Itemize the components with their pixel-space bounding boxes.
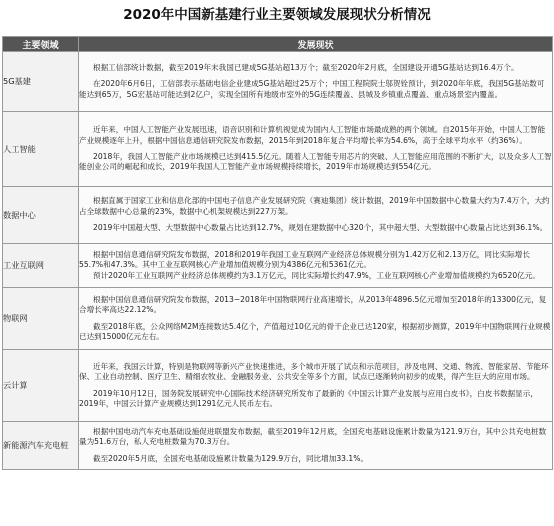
paragraph: 根据中国电动汽车充电基础设施促进联盟发布数据，截至2019年12月底，全国充电基础设施累计数量为121.9万台，其中公共充电桩数量为51.6万台，私人充电桩数量为70.3万台。 (79, 426, 547, 447)
row-content-cloud (79, 350, 553, 422)
row-label-5g: 5G基建 (3, 52, 79, 112)
row-content-5g (79, 52, 553, 112)
header-status: 发展现状 (79, 37, 553, 52)
paragraph: 根据中国信息通信研究院发布数据，2018和2019年我国工业互联网产业经济总体规模分别为1.42万亿和2.13万亿，同比实际增长55.7%和47.3%。其中工业互联网核心产业增加值规模分别为4386亿元和5361亿元。 (79, 249, 530, 270)
row-label-cloud: 云计算 (3, 350, 79, 422)
paragraph: 2018年，我国人工智能产业市场规模已达到415.5亿元。随着人工智能专用芯片的突破、人工智能应用范围的不断扩大，以及众多人工智能创业公司的崛起和成长，2019年我国人工智能产业市场规模持续增长，2019年市场规模达到554亿元。 (79, 152, 552, 172)
row-content-iot (79, 288, 553, 350)
row-label-ev-charging: 新能源汽车充电桩 (3, 422, 79, 470)
row-content-datacenter (79, 187, 553, 244)
paragraph: 截至2018年底，公众网络M2M连接数达5.4亿个，产值超过10亿元的骨干企业已达120家，根据初步测算，2019年中国物联网行业规模已达到15000亿元左右。 (79, 321, 551, 341)
paragraph: 根据工信部统计数据，截至2019年末我国已建成5G基站超13万个；截至2020年2月底，全国建设开通5G基站达到16.4万个。 (93, 62, 519, 72)
table-header-row (3, 37, 553, 52)
table-row (3, 244, 553, 288)
row-label-iot: 物联网 (3, 288, 79, 350)
paragraph: 近年来，我国云计算，特别是物联网等新兴产业快速推进，多个城市开展了试点和示范项目，涉及电网、交通、物流、智能家居、节能环保、工业自动控制、医疗卫生、精细农牧业、金融服务业、公共安全等多个方面，试点已逐渐转向初步的成果，得产生巨大的应用市场。 (79, 361, 549, 382)
row-label-datacenter: 数据中心 (3, 187, 79, 244)
table-row (3, 187, 553, 244)
table-row (3, 350, 553, 422)
page-title: 2020年中国新基建行业主要领域发展现状分析情况 (123, 7, 431, 23)
paragraph: 在2020年6月6日，工信部表示基础电信企业建成5G基站超过25万个；中国工程院院士邬贺铨预计，到2020年年底，我国5G基站数可能达到65万，5G宏基站可能达到2亿户，实现全国所有地级市室外的5G连续覆盖、县城及乡镇重点覆盖、重点场景室内覆盖。 (79, 79, 545, 99)
paragraph: 近年来，中国人工智能产业发展迅速，语音识别和计算机视觉成为国内人工智能市场最成熟的两个领域。自2015年开始，中国人工智能产业规模逐年上升，根据中国信息通信研究院发布数据，2015年到2018年复合平均增长率为54.6%，高于全球平均水平（约36%）。 (79, 125, 546, 145)
paragraph: 根据直属于国家工业和信息化部的中国电子信息产业发展研究院（赛迪集团）统计数据，2019年中国数据中心数量大约为7.4万个，大约占全球数据中心总量的23%，数据中心机架规模达到227万架。 (79, 196, 550, 216)
paragraph: 截至2020年5月底，全国充电基础设施累计数量为129.9万台，同比增加33.1%。 (93, 453, 369, 463)
table-row (3, 422, 553, 470)
row-content-ai (79, 112, 553, 187)
paragraph: 2019年10月12日，国务院发展研究中心国际技术经济研究所发布了最新的《中国云计算产业发展与应用白皮书》，白皮书数据显示，2019年，中国云计算产业规模达到1291亿元人民币左右。 (79, 388, 538, 408)
table-row (3, 288, 553, 350)
development-status-table (2, 36, 553, 470)
paragraph: 2019年中国超大型、大型数据中心数量占比达到12.7%，规划在建数据中心320个，其中超大型、大型数据中心数量占比达到36.1%。 (93, 223, 548, 233)
paragraph: 预计2020年工业互联网产业经济总体规模约为3.1万亿元，同比实际增长约47.9%，工业互联网核心产业增加值规模约为6520亿元。 (93, 270, 540, 280)
table-row (3, 52, 553, 112)
header-field: 主要领域 (3, 37, 79, 52)
row-content-ev-charging (79, 422, 553, 470)
row-label-ai: 人工智能 (3, 112, 79, 187)
row-content-industrial-internet (79, 244, 553, 288)
table-row (3, 112, 553, 187)
row-label-industrial-internet: 工业互联网 (3, 244, 79, 288)
paragraph: 根据中国信息通信研究院发布数据，2013−2018年中国物联网行业高速增长，从2013年4896.5亿元增加至2018年的13300亿元，复合增长率高达22.12%。 (79, 294, 547, 315)
